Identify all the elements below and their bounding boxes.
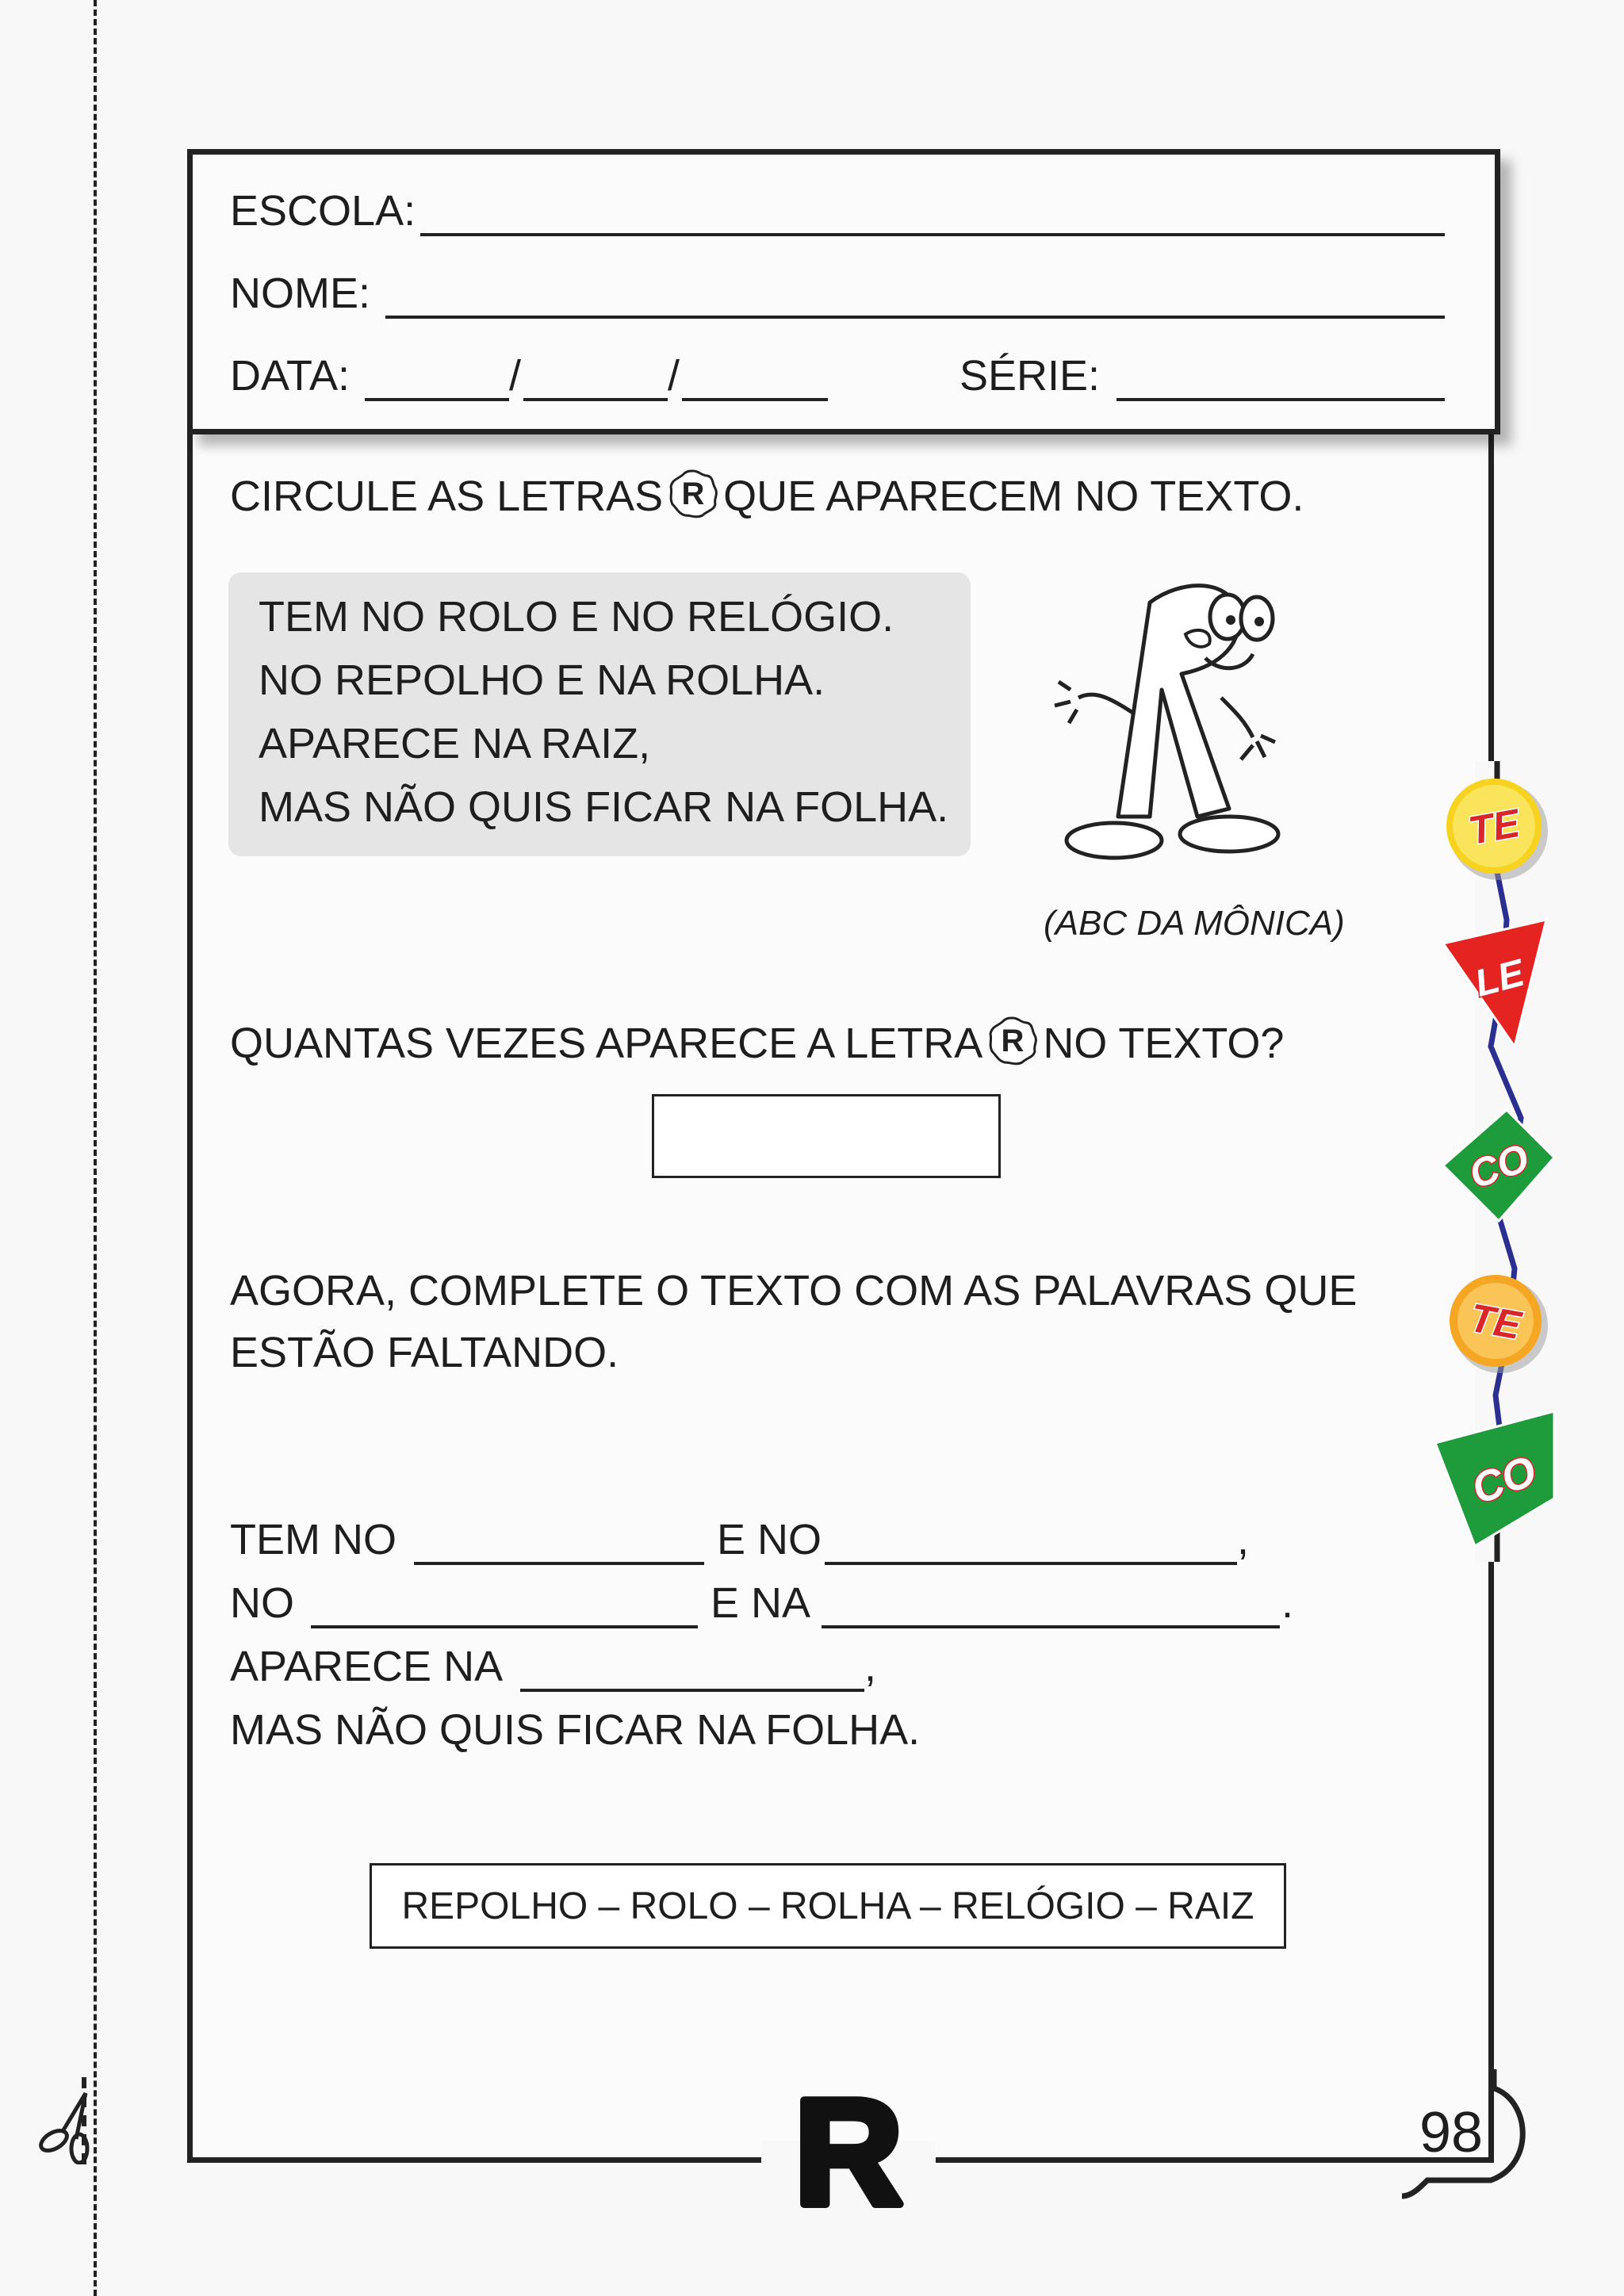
fill-text: E NA — [710, 1579, 811, 1627]
name-label: NOME: — [230, 270, 371, 317]
letter-r-character-illustration — [1023, 555, 1340, 872]
instruction-text: QUE APARECEM NO TEXTO. — [723, 473, 1304, 520]
blank-field[interactable] — [825, 1562, 1237, 1565]
blank-field[interactable] — [520, 1689, 864, 1692]
question-text: QUANTAS VEZES APARECE A LETRA — [230, 1020, 983, 1067]
instruction-text: CIRCULE AS LETRAS — [230, 473, 664, 520]
poem-line: TEM NO ROLO E NO RELÓGIO. — [259, 593, 894, 641]
instruction-circle — [230, 468, 1304, 520]
ticker-badge-text: TE — [1466, 1295, 1525, 1349]
question-text: NO TEXTO? — [1043, 1020, 1285, 1067]
fill-text: TEM NO — [230, 1516, 396, 1563]
instruction-complete-line: AGORA, COMPLETE O TEXTO COM AS PALAVRAS QUE — [230, 1267, 1358, 1314]
letter-r-badge-icon — [668, 468, 718, 519]
badge-letter: R — [681, 476, 705, 511]
letter-r-badge-icon — [987, 1015, 1038, 1066]
grade-field[interactable] — [1116, 398, 1445, 401]
source-credit: (ABC DA MÔNICA) — [1044, 904, 1345, 943]
ticker-badge-text: LE — [1470, 951, 1529, 1005]
blank-field[interactable] — [311, 1625, 698, 1628]
date-label: DATA: — [230, 352, 350, 400]
name-field[interactable] — [385, 316, 1445, 319]
grade-label: SÉRIE: — [959, 352, 1101, 400]
fill-text: , — [864, 1643, 877, 1690]
cut-line — [94, 0, 97, 2296]
date-day-field[interactable] — [365, 398, 509, 401]
page-number: 98 — [1419, 2101, 1484, 2164]
ticker-badge-text: CO — [1463, 1135, 1535, 1198]
ticker-badge-text: CO — [1465, 1446, 1543, 1513]
instruction-complete-line: ESTÃO FALTANDO. — [230, 1329, 619, 1376]
teleco-ticker-decoration — [1427, 761, 1586, 1562]
date-month-field[interactable] — [523, 398, 668, 401]
fill-text: APARECE NA — [230, 1643, 504, 1690]
answer-box[interactable] — [652, 1094, 1001, 1178]
date-year-field[interactable] — [682, 398, 828, 401]
school-label: ESCOLA: — [230, 187, 416, 235]
fill-text: E NO — [717, 1516, 822, 1563]
word-bank: REPOLHO – ROLO – ROLHA – RELÓGIO – RAIZ — [370, 1863, 1286, 1949]
fill-text: . — [1281, 1579, 1294, 1627]
question-count — [230, 1015, 1284, 1067]
fill-text: NO — [230, 1579, 294, 1627]
blank-field[interactable] — [822, 1625, 1280, 1628]
footer-letter-r — [793, 2077, 904, 2220]
date-separator: / — [668, 352, 680, 400]
scissors-icon — [30, 2077, 102, 2164]
badge-letter: R — [1001, 1024, 1025, 1058]
footer-letter: R — [794, 2077, 903, 2220]
blank-field[interactable] — [414, 1562, 704, 1565]
poem-line: MAS NÃO QUIS FICAR NA FOLHA. — [259, 783, 949, 831]
poem-line: NO REPOLHO E NA ROLHA. — [259, 656, 825, 704]
poem-line: APARECE NA RAIZ, — [259, 720, 651, 767]
school-field[interactable] — [420, 233, 1445, 236]
ticker-badge-text: TE — [1465, 800, 1523, 854]
fill-text: MAS NÃO QUIS FICAR NA FOLHA. — [230, 1706, 921, 1754]
fill-text: , — [1237, 1516, 1250, 1563]
date-separator: / — [509, 352, 522, 400]
